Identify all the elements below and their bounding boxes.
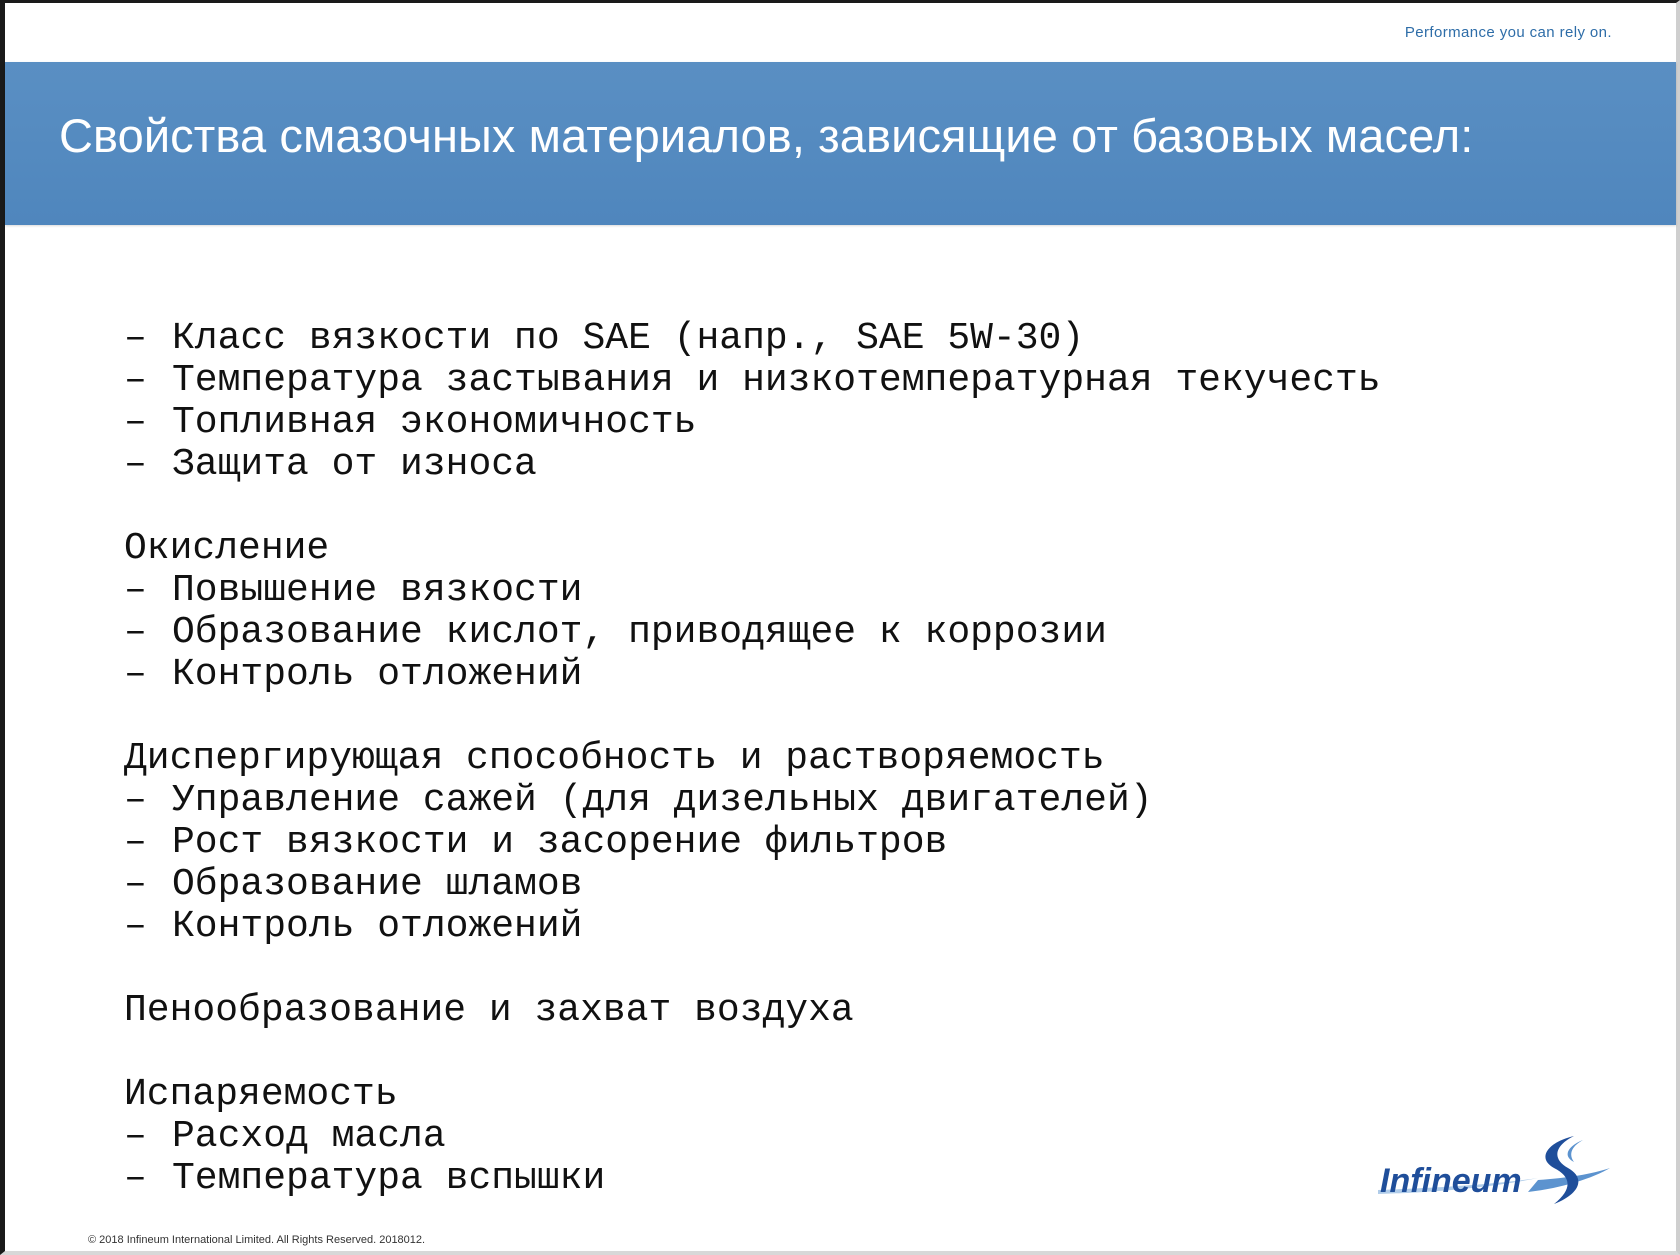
section-spacer — [124, 948, 1381, 990]
section-spacer — [124, 1032, 1381, 1074]
list-item-text: Защита от износа — [172, 443, 537, 486]
dash-bullet: – — [124, 821, 147, 864]
list-item — [124, 1116, 1381, 1158]
list-item — [124, 360, 1381, 402]
dash-bullet: – — [124, 905, 147, 948]
section-heading: Диспергирующая способность и растворяемость — [124, 737, 1105, 780]
list-item — [124, 822, 1381, 864]
list-item-text: Контроль отложений — [172, 653, 583, 696]
list-item — [124, 444, 1381, 486]
dash-bullet: – — [124, 653, 147, 696]
copyright-footer: © 2018 Infineum International Limited. All Rights Reserved. 2018012. — [88, 1234, 426, 1246]
dash-bullet: – — [124, 569, 147, 612]
dash-bullet: – — [124, 317, 147, 360]
content-list — [124, 318, 1381, 1200]
dash-bullet: – — [124, 863, 147, 906]
tagline: Performance you can rely on. — [1404, 24, 1612, 41]
list-item-text: Температура застывания и низкотемпературная текучесть — [172, 359, 1381, 402]
list-item-text: Температура вспышки — [172, 1157, 606, 1200]
list-item — [124, 654, 1381, 696]
slide-title: Свойства смазочных материалов, зависящие от базовых масел: — [59, 109, 1474, 162]
dash-bullet: – — [124, 1157, 147, 1200]
list-item-text: Повышение вязкости — [172, 569, 583, 612]
list-item — [124, 906, 1381, 948]
list-item-text: Управление сажей (для дизельных двигателей) — [172, 779, 1153, 822]
list-item — [124, 570, 1381, 612]
section-heading: Окисление — [124, 527, 330, 570]
list-item-text: Рост вязкости и засорение фильтров — [172, 821, 948, 864]
list-item — [124, 780, 1381, 822]
section-heading: Испаряемость — [124, 1073, 398, 1116]
logo-text: Infineum — [1380, 1162, 1522, 1200]
list-item-text: Контроль отложений — [172, 905, 583, 948]
dash-bullet: – — [124, 779, 147, 822]
list-item-text: Расход масла — [172, 1115, 446, 1158]
logo-swoosh-inner — [1568, 1140, 1583, 1162]
section-spacer — [124, 486, 1381, 528]
list-item — [124, 318, 1381, 360]
dash-bullet: – — [124, 359, 147, 402]
dash-bullet: – — [124, 401, 147, 444]
dash-bullet: – — [124, 611, 147, 654]
list-item-text: Топливная экономичность — [172, 401, 697, 444]
section-spacer — [124, 696, 1381, 738]
list-item — [124, 1158, 1381, 1200]
infineum-logo — [1378, 1128, 1618, 1218]
section-heading: Пенообразование и захват воздуха — [124, 989, 854, 1032]
list-item-text: Образование кислот, приводящее к коррозии — [172, 611, 1107, 654]
list-item — [124, 612, 1381, 654]
list-item-text: Образование шламов — [172, 863, 583, 906]
list-item — [124, 402, 1381, 444]
dash-bullet: – — [124, 443, 147, 486]
list-item — [124, 864, 1381, 906]
list-item-text: Класс вязкости по SAE (напр., SAE 5W-30) — [172, 317, 1085, 360]
dash-bullet: – — [124, 1115, 147, 1158]
